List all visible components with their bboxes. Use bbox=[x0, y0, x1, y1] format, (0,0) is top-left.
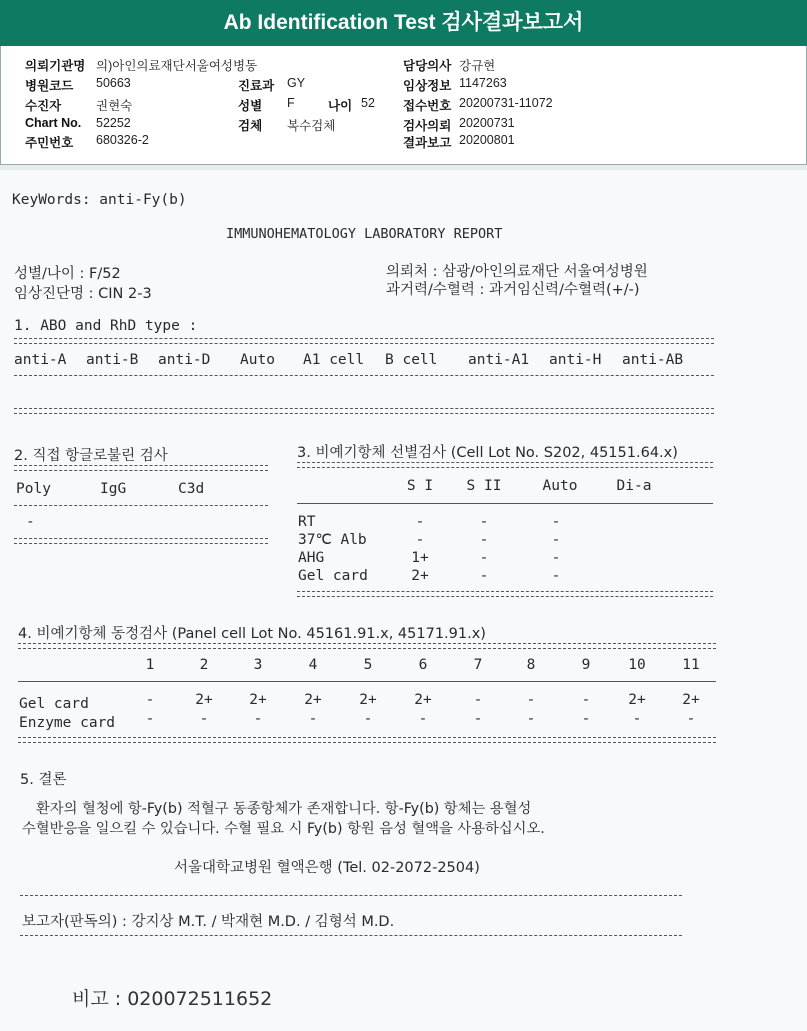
specimen-value: 복수검체 bbox=[287, 119, 336, 133]
id-value: 680326-2 bbox=[96, 133, 149, 147]
abo-col-header: anti-A bbox=[14, 352, 67, 368]
sex-age-line: 성별/나이 : F/52 bbox=[14, 266, 121, 282]
age-label: 나이 bbox=[328, 99, 353, 113]
signature-bottom-rule bbox=[20, 935, 682, 936]
screen-cell: - bbox=[551, 532, 561, 548]
screen-cell: - bbox=[551, 514, 561, 530]
sex-value: F bbox=[287, 96, 295, 110]
screen-row-label: AHG bbox=[298, 550, 325, 566]
section4-top-rule bbox=[18, 643, 716, 649]
section2-mid-rule bbox=[14, 505, 268, 506]
section3-title: 3. 비예기항체 선별검사 (Cell Lot No. S202, 45151.64.x) bbox=[297, 445, 678, 461]
diagnosis-line: 임상진단명 : CIN 2-3 bbox=[14, 286, 152, 302]
clinical-label: 임상정보 bbox=[403, 79, 452, 93]
id-label: 주민번호 bbox=[25, 136, 74, 150]
report-heading: IMMUNOHEMATOLOGY LABORATORY REPORT bbox=[226, 226, 503, 242]
panel-cell: - bbox=[581, 711, 591, 727]
panel-cell: 2+ bbox=[249, 692, 267, 708]
panel-col-header: 3 bbox=[253, 657, 263, 673]
screen-cell: - bbox=[479, 550, 489, 566]
hospital-value: 의)아인의료재단서울여성병동 bbox=[96, 59, 258, 73]
hospital-code-value: 50663 bbox=[96, 76, 131, 90]
panel-col-header: 11 bbox=[682, 657, 700, 673]
panel-cell: - bbox=[199, 711, 209, 727]
request-label: 검사의뢰 bbox=[403, 119, 452, 133]
patient-info-panel bbox=[0, 46, 807, 165]
screen-cell: - bbox=[415, 532, 425, 548]
dat-col-c3d: C3d bbox=[178, 481, 205, 497]
panel-cell: - bbox=[418, 711, 428, 727]
panel-col-header: 9 bbox=[581, 657, 591, 673]
section4-bottom-rule bbox=[18, 737, 716, 743]
scanned-report bbox=[0, 170, 807, 1031]
section3-top-rule bbox=[297, 462, 713, 468]
referrer-line: 의뢰처 : 삼광/아인의료재단 서울여성병원 bbox=[386, 264, 648, 280]
panel-col-header: 1 bbox=[145, 657, 155, 673]
section1-mid-rule bbox=[14, 375, 714, 376]
panel-col-header: 10 bbox=[628, 657, 646, 673]
panel-cell: - bbox=[363, 711, 373, 727]
dat-col-poly: Poly bbox=[16, 481, 51, 497]
section3-mid-rule bbox=[297, 503, 713, 504]
section4-title: 4. 비예기항체 동정검사 (Panel cell Lot No. 45161.91.x, 45171.91.x) bbox=[18, 626, 486, 642]
panel-cell: - bbox=[145, 711, 155, 727]
panel-col-header: 2 bbox=[199, 657, 209, 673]
specimen-label: 검체 bbox=[238, 119, 263, 133]
panel-cell: - bbox=[473, 711, 483, 727]
hospital-label: 의뢰기관명 bbox=[25, 59, 86, 73]
abo-col-header: anti-B bbox=[86, 352, 139, 368]
section2-title: 2. 직접 항글로불린 검사 bbox=[14, 448, 168, 464]
panel-cell: 2+ bbox=[414, 692, 432, 708]
panel-cell: - bbox=[473, 692, 483, 708]
conclusion-line-2: 수혈반응을 일으킬 수 있습니다. 수혈 필요 시 Fy(b) 항원 음성 혈액을 사용하십시오. bbox=[22, 821, 545, 837]
panel-col-header: 7 bbox=[473, 657, 483, 673]
result-label: 결과보고 bbox=[403, 136, 452, 150]
signature-top-rule bbox=[20, 895, 682, 896]
screen-cell: - bbox=[479, 568, 489, 584]
keywords-line: KeyWords: anti-Fy(b) bbox=[12, 192, 187, 208]
abo-col-header: A1 cell bbox=[303, 352, 365, 368]
reporters-line: 보고자(판독의) : 강지상 M.T. / 박재현 M.D. / 김형석 M.D. bbox=[22, 914, 395, 930]
chart-value: 52252 bbox=[96, 116, 131, 130]
panel-cell: - bbox=[581, 692, 591, 708]
screen-cell: - bbox=[479, 532, 489, 548]
screen-cell: 2+ bbox=[411, 568, 429, 584]
abo-col-header: Auto bbox=[240, 352, 275, 368]
dept-value: GY bbox=[287, 76, 306, 90]
dat-col-igg: IgG bbox=[100, 481, 127, 497]
doctor-label: 담당의사 bbox=[403, 59, 452, 73]
panel-cell: - bbox=[526, 711, 536, 727]
doctor-value: 강규현 bbox=[459, 59, 496, 73]
screen-cell: - bbox=[551, 568, 561, 584]
panel-cell: - bbox=[632, 711, 642, 727]
section2-bottom-rule bbox=[14, 538, 268, 544]
screen-cell: 1+ bbox=[411, 550, 429, 566]
age-value: 52 bbox=[361, 96, 375, 110]
screen-col-header: Auto bbox=[542, 478, 578, 494]
screen-col-header: S I bbox=[406, 478, 434, 494]
panel-col-header: 8 bbox=[526, 657, 536, 673]
panel-cell: 2+ bbox=[304, 692, 322, 708]
abo-col-header: anti-H bbox=[549, 352, 602, 368]
dat-value: - bbox=[26, 514, 35, 530]
section5-title: 5. 결론 bbox=[20, 772, 67, 788]
screen-col-header: S II bbox=[466, 478, 502, 494]
panel-col-header: 5 bbox=[363, 657, 373, 673]
panel-col-header: 4 bbox=[308, 657, 318, 673]
request-value: 20200731 bbox=[459, 116, 515, 130]
accession-label: 접수번호 bbox=[403, 99, 452, 113]
section1-bottom-rule bbox=[14, 408, 714, 414]
panel-cell: - bbox=[145, 692, 155, 708]
section4-mid-rule bbox=[18, 681, 716, 682]
panel-cell: 2+ bbox=[682, 692, 700, 708]
abo-col-header: anti-D bbox=[158, 352, 211, 368]
panel-cell: - bbox=[686, 711, 696, 727]
report-title: Ab Identification Test 검사결과보고서 bbox=[0, 0, 807, 46]
chart-label: Chart No. bbox=[25, 116, 82, 130]
abo-col-header: B cell bbox=[385, 352, 438, 368]
result-value: 20200801 bbox=[459, 133, 515, 147]
screen-col-header: Di-a bbox=[616, 478, 652, 494]
screen-row-label: RT bbox=[298, 514, 316, 530]
section1-top-rule bbox=[14, 338, 714, 344]
screen-cell: - bbox=[479, 514, 489, 530]
patient-label: 수진자 bbox=[25, 99, 62, 113]
panel-cell: - bbox=[308, 711, 318, 727]
abo-col-header: anti-AB bbox=[622, 352, 684, 368]
panel-cell: 2+ bbox=[195, 692, 213, 708]
panel-cell: - bbox=[253, 711, 263, 727]
screen-cell: - bbox=[415, 514, 425, 530]
panel-row-label: Gel card bbox=[19, 696, 89, 712]
history-line: 과거력/수혈력 : 과거임신력/수혈력(+/-) bbox=[386, 282, 640, 298]
hospital-code-label: 병원코드 bbox=[25, 79, 74, 93]
section1-title: 1. ABO and RhD type : bbox=[14, 318, 198, 334]
panel-cell: 2+ bbox=[359, 692, 377, 708]
bloodbank-line: 서울대학교병원 혈액은행 (Tel. 02-2072-2504) bbox=[174, 860, 480, 876]
panel-cell: - bbox=[526, 692, 536, 708]
conclusion-line-1: 환자의 혈청에 항-Fy(b) 적혈구 동종항체가 존재합니다. 항-Fy(b) 항체는 용혈성 bbox=[36, 801, 532, 817]
screen-cell: - bbox=[551, 550, 561, 566]
abo-col-header: anti-A1 bbox=[468, 352, 530, 368]
screen-row-label: Gel card bbox=[298, 568, 368, 584]
panel-col-header: 6 bbox=[418, 657, 428, 673]
section3-bottom-rule bbox=[297, 591, 713, 597]
panel-cell: 2+ bbox=[628, 692, 646, 708]
remark-line: 비고 : 020072511652 bbox=[72, 988, 273, 1010]
screen-row-label: 37℃ Alb bbox=[298, 532, 367, 548]
sex-label: 성별 bbox=[238, 99, 263, 113]
dept-label: 진료과 bbox=[238, 79, 275, 93]
patient-value: 권현숙 bbox=[96, 99, 133, 113]
clinical-value: 1147263 bbox=[459, 76, 507, 90]
panel-row-label: Enzyme card bbox=[19, 715, 116, 731]
accession-value: 20200731-11072 bbox=[459, 96, 553, 110]
section2-top-rule bbox=[14, 465, 268, 471]
